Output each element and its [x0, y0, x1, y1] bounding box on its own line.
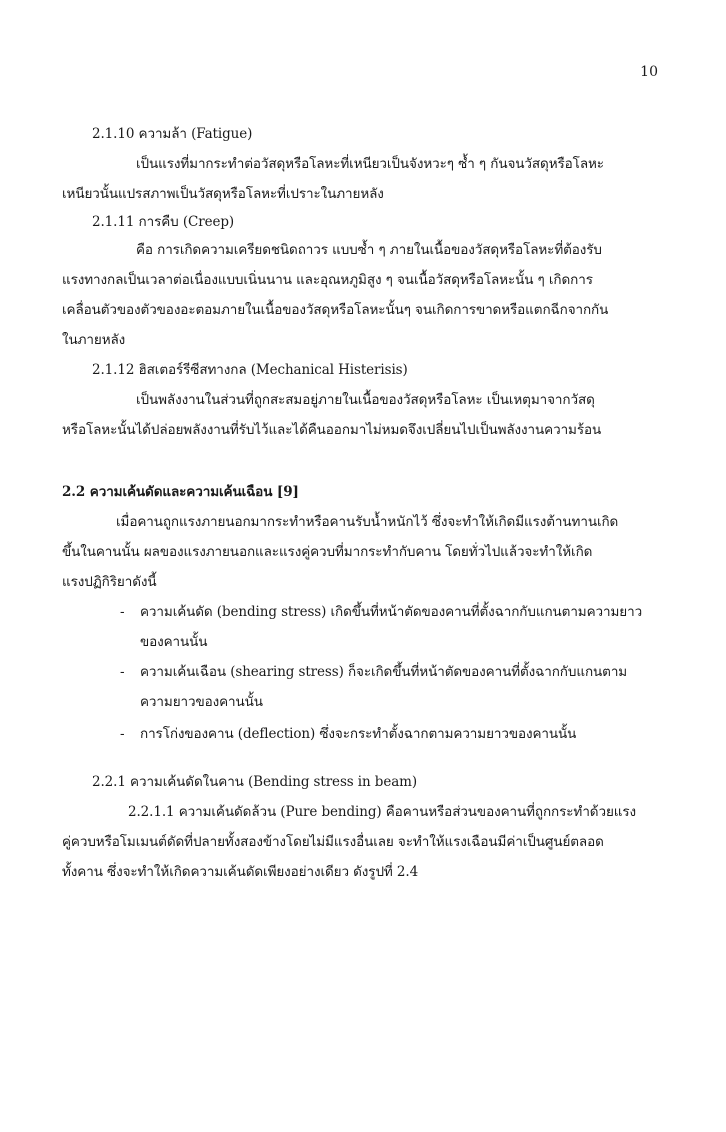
bullet-item-continuation: ความยาวของคานนั้น	[140, 694, 263, 710]
paragraph-line: หรือโลหะนั้นได้ปล่อยพลังงานที่รับไว้และได้คืนออกมาไม่หมดจึงเปลี่ยนไปเป็นพลังงานความร้อน	[62, 422, 602, 438]
paragraph-line: ขึ้นในคานนั้น ผลของแรงภายนอกและแรงคู่ควบที่มากระทำกับคาน โดยทั่วไปแล้วจะทำให้เกิด	[62, 544, 593, 560]
paragraph-line: คู่ควบหรือโมเมนต์ดัดที่ปลายทั้งสองข้างโดยไม่มีแรงอื่นเลย จะทำให้แรงเฉือนมีค่าเป็นศูนย์ตลอด	[62, 834, 604, 850]
bullet-dash: -	[120, 664, 125, 680]
section-2-1-11-heading: 2.1.11 การคืบ (Creep)	[92, 214, 235, 230]
bullet-dash: -	[120, 726, 125, 742]
bullet-item: การโก่งของคาน (deflection) ซึ่งจะกระทำตั้งฉากตามความยาวของคานนั้น	[140, 726, 577, 742]
paragraph-line: คือ การเกิดความเครียดชนิดถาวร แบบซ้ำ ๆ ภายในเนื้อของวัสดุหรือโลหะที่ต้องรับ	[136, 242, 602, 258]
paragraph-line: เหนียวนั้นแปรสภาพเป็นวัสดุหรือโลหะที่เปราะในภายหลัง	[62, 186, 384, 202]
paragraph-line: เมื่อคานถูกแรงภายนอกมากระทำหรือคานรับน้ำหนักไว้ ซึ่งจะทำให้เกิดมีแรงต้านทานเกิด	[116, 514, 619, 530]
section-2-2-heading: 2.2 ความเค้นดัดและความเค้นเฉือน [9]	[62, 484, 299, 500]
bullet-item: ความเค้นเฉือน (shearing stress) ก็จะเกิดขึ้นที่หน้าตัดของคานที่ตั้งฉากกับแกนตาม	[140, 664, 628, 680]
bullet-dash: -	[120, 604, 125, 620]
bullet-item-continuation: ของคานนั้น	[140, 634, 208, 650]
paragraph-line: ทั้งคาน ซึ่งจะทำให้เกิดความเค้นดัดเพียงอย่างเดียว ดังรูปที่ 2.4	[62, 864, 419, 880]
section-2-2-1-heading: 2.2.1 ความเค้นดัดในคาน (Bending stress in beam)	[92, 774, 418, 790]
paragraph-line: ในภายหลัง	[62, 332, 126, 348]
paragraph-line: แรงปฏิกิริยาดังนี้	[62, 574, 157, 590]
paragraph-line: เป็นแรงที่มากระทำต่อวัสดุหรือโลหะที่เหนียวเป็นจังหวะๆ ซ้ำ ๆ กันจนวัสดุหรือโลหะ	[136, 156, 604, 172]
bullet-item: ความเค้นดัด (bending stress) เกิดขึ้นที่หน้าตัดของคานที่ตั้งฉากกับแกนตามความยาว	[140, 604, 643, 620]
paragraph-line: เป็นพลังงานในส่วนที่ถูกสะสมอยู่ภายในเนื้อของวัสดุหรือโลหะ เป็นเหตุมาจากวัสดุ	[136, 392, 595, 408]
section-2-1-12-heading: 2.1.12 ฮิสเตอร์รีซีสทางกล (Mechanical Histerisis)	[92, 362, 408, 378]
page-number: 10	[640, 64, 658, 80]
paragraph-line: 2.2.1.1 ความเค้นดัดล้วน (Pure bending) คือคานหรือส่วนของคานที่ถูกกระทำด้วยแรง	[128, 804, 637, 820]
section-2-1-10-heading: 2.1.10 ความล้า (Fatigue)	[92, 126, 253, 142]
paragraph-line: เคลื่อนตัวของตัวของอะตอมภายในเนื้อของวัสดุหรือโลหะนั้นๆ จนเกิดการขาดหรือแตกฉีกจากกัน	[62, 302, 609, 318]
paragraph-line: แรงทางกลเป็นเวลาต่อเนื่องแบบเนิ่นนาน และอุณหภูมิสูง ๆ จนเนื้อวัสดุหรือโลหะนั้น ๆ เกิดการ	[62, 272, 593, 288]
